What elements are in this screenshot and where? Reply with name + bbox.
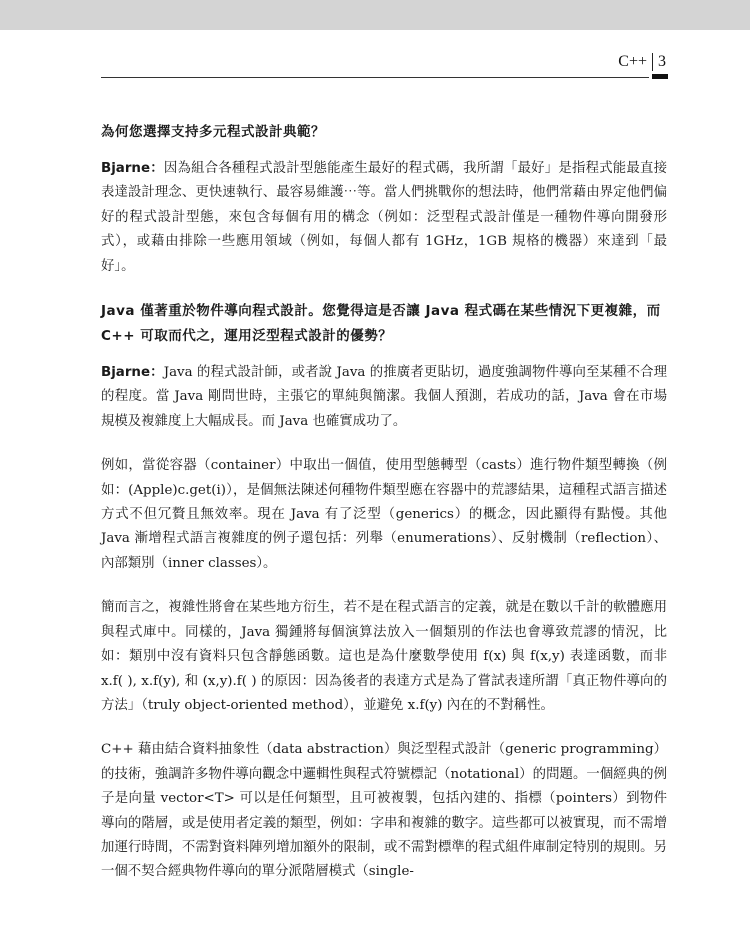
page-number: 3: [658, 53, 666, 70]
question-1: 為何您選擇支持多元程式設計典範？: [101, 124, 325, 140]
header-rule-tab: [652, 74, 668, 79]
answer-1: [101, 157, 667, 279]
answer-1-text: 因為組合各種程式設計型態能產生最好的程式碼，我所謂「最好」是指程式能最直接表達設計理念、更快速執行、最容易維護⋯等。當人們挑戰你的想法時，他們常藉由界定他們偏好的程式設計型態，來包含每個有用的構念（例如：泛型程式設計僅是一種物件導向開發形式），或藉由排除一些應用領域（例如，每個人都有 1GHz，1GB 規格的機器）來達到「最好」。: [101, 161, 667, 274]
paragraph-5: C++ 藉由結合資料抽象性（data abstraction）與泛型程式設計（generic programming）的技術，強調許多物件導向觀念中邏輯性與程式符號標記（notational）的問題。一個經典的例子是向量 vector<T> 可以是任何類型，且可被複製，包括內建的、指標（pointers）到物件導向的階層，或是使用者定義的類型，例如：字串和複雜的數字。這些都可以被實現，而不需增加運行時間，不需對資料陣列增加額外的限制，或不需對標準的程式組件庫制定特別的規則。另一個不契合經典物件導向的單分派階層模式（single-: [101, 742, 667, 880]
question-2: Java 僅著重於物件導向程式設計。您覺得這是否讓 Java 程式碼在某些情況下更複雜，而 C++ 可取而代之，運用泛型程式設計的優勢？: [101, 303, 661, 345]
answer-2: [101, 361, 667, 434]
page-body: [101, 108, 667, 905]
answer-2-text: Java 的程式設計師，或者說 Java 的推廣者更貼切，過度強調物件導向至某種不合理的程度。當 Java 剛問世時，主張它的單純與簡潔。我個人預測，若成功的話，Java 會在市場規模及複雜度上大幅成長。而 Java 也確實成功了。: [101, 365, 667, 429]
header-rule: [101, 77, 649, 78]
header-separator: [652, 53, 653, 71]
top-gray-bar: [0, 0, 750, 30]
paragraph-3: 例如，當從容器（container）中取出一個值，使用型態轉型（casts）進行物件類型轉換（例如：(Apple)c.get(i)），是個無法陳述何種物件類型應在容器中的荒謬結果，這種程式語言描述方式不但冗贅且無效率。現在 Java 有了泛型（generics）的概念，因此顯得有點慢。其他 Java 漸增程式語言複雜度的例子還包括：列舉（enumerations）、反射機制（reflection）、內部類別（inner classes）。: [101, 458, 667, 571]
paragraph-4: 簡而言之，複雜性將會在某些地方衍生，若不是在程式語言的定義，就是在數以千計的軟體應用與程式庫中。同樣的，Java 獨鍾將每個演算法放入一個類別的作法也會導致荒謬的情況，比如：類別中沒有資料只包含靜態函數。這也是為什麼數學使用 f(x) 與 f(x,y) 表達函數，而非 x.f( ), x.f(y), 和 (x,y).f( ) 的原因：因為後者的表達方式是為了嘗試表達所謂「真正物件導向的方法」（truly object-oriented method），並避免 x.f(y) 內在的不對稱性。: [101, 600, 667, 713]
speaker-label: Bjarne：: [101, 365, 164, 381]
running-header: [618, 53, 666, 71]
section-label: C++: [618, 53, 647, 70]
speaker-label: Bjarne：: [101, 161, 164, 176]
